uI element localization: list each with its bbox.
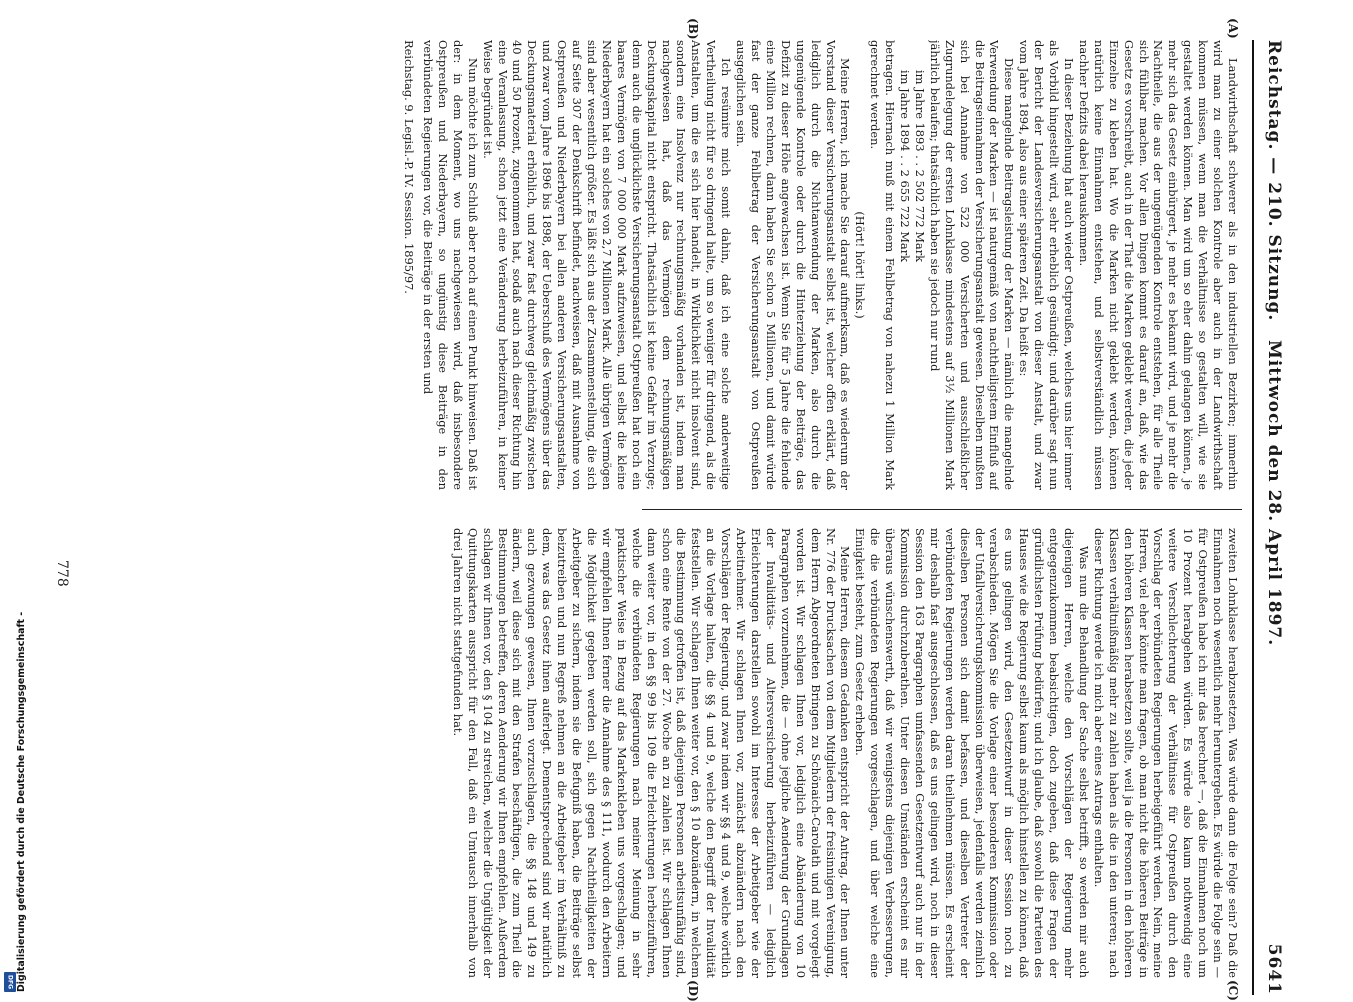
column-divider (642, 509, 1242, 510)
right-column (360, 528, 1240, 978)
data-line: im Jahre 1893 . . 2 502 772 Mark (912, 70, 927, 263)
page-header (1252, 40, 1290, 995)
header-date: Mittwoch den 28. April 1897. (1264, 340, 1284, 647)
paragraph: Landwirthschaft schwerer als in den industriellen Bezirken; immerhin wird man zu einer solchen Kontrole aber auch in der Landwirthschaft kommen müssen, wenn man die Verhältnisse so gestalten will, wie sie gestaltet werden können. Man wird um so eher dahin gelangen können, je mehr sich das Gesetz einbürgert, je mehr es bekannt wird, und je mehr die Nachtheile, die aus der ungenügenden Kontrole entstehen, für alle Theile sich fühlbar machen. Vor allen Dingen kommt es darauf an, daß, wie das Gesetz es vorschreibt, auch in der That die Marken geklebt werden, die jeder Einzelne zu kleben hat. Wo die Marken nicht geklebt werden, können natürlich keine Einnahmen entstehen, und selbstverständlich müssen nachher Defizits dabei herauskommen. (1076, 40, 1240, 490)
paragraph: betragen. Hiernach muß mit einem Fehlbetrag von nahezu 1 Million Mark gerechnet werden. (868, 40, 898, 490)
paragraph: Nun möchte ich zum Schluß aber noch auf einen Punkt hinweisen. Daß ist der: in dem Moment, wo uns nachgewiesen wird, daß insbesondere Ostpreußen und Niederbayern, so ungünstig diese Beiträge in den verbündeten Regierungen vor, die Beiträge in der ersten und (421, 40, 480, 490)
paragraph: Was nun die Behandlung der Sache selbst betrifft, so werden mir auch diejenigen Herren, welche den Vorschlägen der Regierung mehr entgegenzukommen beabsichtigen, doch zugeben, daß diese Fragen der gründlichsten Prüfung bedürfen; und ich glaube, daß sowohl die Parteien des Hauses wie die Regierung selbst kaum als möglich hinstellen zu können, daß es uns gelingen wird, den Gesetzentwurf in dieser Session noch zu verabschieden. Mögen Sie die Vorlage einer besonderen Kommission oder der Unfallversicherungskommission überweisen, jedenfalls werden ziemlich dieselben Personen sich damit befassen, und dieselben Vertreter der verbündeten Regierungen werden daran theilnehmen müssen. Es erscheint mir deshalb fast ausgeschlossen, daß es uns gelingen wird, noch in dieser Session den 163 Paragraphen umfassenden Gesetzentwurf auch nur in der Kommission durchzuberathen. Unter diesen Umständen erscheint es mir überaus wünschenswerth, daß wir wenigstens diejenigen Verbesserungen, die die verbündeten Regierungen vorgeschlagen, und über welche eine Einigkeit besteht, zum Gesetz erheben. (853, 528, 1091, 978)
document-page (40, 18, 1290, 1002)
dfg-logo-icon: DFG (4, 972, 16, 992)
paragraph: Ich resümire mich somit dahin, daß ich eine solche anderweitige Vertheilung nicht für so dringend halte, um so weniger für dringend, als die Anstalten, um die es sich hier handelt, in Wirklichkeit nicht insolvent sind, sondern eine Insolvenz nur rechnungsmäßig vorhanden ist, indem man nachgewiesen hat, daß das Vermögen dem rechnungsmäßigen Deckungskapital nicht entspricht. Thatsächlich ist keine Gefahr im Verzuge; denn auch die unglücklichste Versicherungsanstalt Ostpreußen hat noch ein baares Vermögen von 7 000 000 Mark aufzuweisen, und selbst die kleine Niederbayern hat ein solches von 2,7 Millionen Mark. Alle übrigen Vermögen sind aber wesentlich größer. Es läßt sich aus der Zusammenstellung, die sich auf Seite 307 der Denkschrift befindet, nachweisen, daß mit Ausnahme von Ostpreußen und Niederbayern bei allen anderen Versicherungsanstalten, und zwar vom Jahre 1896 bis 1898, der Ueberschuß des Vermögens über das Deckungsmaterial erhöhlich, und zwar fast durchweg gleichmäßig zwischen 40 und 50 Prozent, zugenommen hat, sodaß auch nach dieser Richtung hin eine Veranlassung, schon jetzt eine Veränderung herbeizuführen, in keiner Weise begründet ist. (480, 40, 734, 490)
digitization-sidebar (2, 0, 27, 1000)
paragraph: Diese mangelnde Beitragsleistung der Marken — nämlich die mangelnde Verwendung der Marken — ist naturgemäß von nachtheiligstem Einfluß auf die Beitragseinnahmen der Versicherungsanstalt gewesen. Dieselben mußten sich bei Annahme von 522 000 Versicherten und ausschließlicher Zugrundelegung der ersten Lohnklasse mindestens auf 3½ Millionen Mark jährlich belaufen; thatsächlich haben sie jedoch nur rund (927, 40, 1017, 490)
page-footer-number: 778 (54, 560, 70, 587)
interjection: (Hört! hört! links.) (853, 211, 868, 319)
footer-note: Reichstag. 9. Legisl.-P. IV. Session. 1895/97. (402, 40, 417, 294)
margin-letter-a: (A) (1226, 18, 1240, 39)
paragraph: Meine Herren, diesem Gedanken entspricht der Antrag, der Ihnen unter Nr. 776 der Drucksachen von dem Mitgliedern der freisinnigen Vereinigung, dem Herrn Abgeordneten Bringen zu Schönaich-Carolath und mit vorgelegt worden ist. Wir schlagen Ihnen vor, lediglich eine Abänderung von 10 Paragraphen vorzunehmen, die — ohne jegliche Aenderung der Grundlagen der Invaliditäts- und Altersversicherung herbeizuführen — lediglich Erleichterungen darstellen sowohl im Interesse der Arbeitgeber wie der Arbeitnehmer. Wir schlagen Ihnen vor, zunächst abzuändern nach den Vorschlägen der Regierung, und zwar indem wir §§ 4 und 9, welche wörtlich an die Vorlage halten, die §§ 4 und 9, welche den Begriff der Invalidität feststellen. Wir schlagen Ihnen weiter vor, den § 10 abzuändern, in welchem die Bestimmung getroffen ist, daß diejenigen Personen arbeitsunfähig sind, schon eine Rente von der 27. Woche an zu zahlen ist. Wir schlagen Ihnen dann weiter vor, in den §§ 99 bis 109 die Erleichterungen herbeizuführen, welche die verbündeten Regierungen nach meiner Meinung in sehr praktischer Weise in Bezug auf das Markenkleben uns vorgeschlagen; und wir empfehlen Ihnen ferner die Annahme des § 111, wodurch den Arbeitern die Möglichkeit gegeben werden soll, sich gegen Nachtheiligkeiten der Arbeitgeber zu sichern, indem sie die Befugniß haben, die Beiträge selbst beizutreiben und nun Regreß nehmen an die Arbeitgeber im Verhältniß zu dem, was das Gesetz ihnen auferlegt. Dementsprechend sind wir natürlich auch gezwungen gewesen, Ihnen vorzuschlagen, die §§ 148 und 149 zu ändern, weil diese sich mit den Strafen beschäftigen, die zum Theil die Bestimmungen betreffen, deren Aenderung wir Ihnen empfehlen. Außerdem schlagen wir Ihnen vor, den § 104 zu streichen, welcher die Ungültigkeit der Quittungskarten ausspricht für den Fall, daß ein Umtausch innerhalb von drei Jahren nicht stattgefunden hat. (450, 528, 853, 978)
data-line: im Jahre 1894 . . 2 655 722 Mark (898, 70, 913, 263)
margin-letter-b: (B) (686, 18, 700, 40)
paragraph: Meine Herren, ich mache Sie darauf aufmerksam, daß es wiederum der Vorstand dieser Versicherungsanstalt selbst ist, welcher offen erklärt, daß lediglich durch die Nichtanwendung der Marken, also durch die ungenügende Kontrole oder durch die Hinterziehung der Beiträge, das Defizit zu dieser Höhe angewachsen ist. Wenn Sie für 5 Jahre die fehlende eine Million rechnen, dann haben Sie schon 5 Millionen, und damit würde fast der ganze Fehlbetrag der Versicherungsanstalt von Ostpreußen ausgeglichen sein. (734, 40, 853, 490)
margin-letter-c: (C) (1226, 980, 1240, 1001)
left-column (360, 40, 1240, 490)
paragraph: In dieser Beziehung hat auch wieder Ostpreußen, welches uns hier immer als Vorbild hingestellt wird, sehr erheblich gesündigt; und darüber sagt nun der Bericht der Landesversicherungsanstalt von dieser Anstalt, und zwar vom Jahre 1894, also aus einer späteren Zeit. Da heißt es: (1017, 40, 1077, 490)
header-left: Reichstag. — 210. Sitzung. (1264, 40, 1284, 322)
digitization-credit: Digitalisierung gefördert durch die Deutsche Forschungsgemeinschaft - (16, 611, 27, 992)
margin-letter-d: (D) (686, 980, 700, 1002)
paragraph: zweiten Lohnklasse herabzusetzen. Was würde dann die Folge sein? Daß die Einnahmen noch wesentlich mehr heruntergehen. Es würde die Folge sein — für Ostpreußen habe ich mir das berechnet —, daß die Einnahmen noch um 10 Prozent herabgehen würden. Es würde also kaum nothwendig eine weitere Verschlechterung der Verhältnisse für Ostpreußen durch den Vorschlag der verbündeten Regierungen herbeigeführt werden. Nein, meine Herren, viel eher könnte man fragen, ob man nicht die höheren Beiträge in den höheren Klassen herabsetzen sollte, weil ja die Personen in den höheren Klassen verhältnißmäßig mehr zu zahlen haben als die in den unteren; nach dieser Richtung werde ich mich aber eines Antrags enthalten. (1091, 528, 1240, 978)
header-page-number: 5641 (1264, 943, 1284, 995)
